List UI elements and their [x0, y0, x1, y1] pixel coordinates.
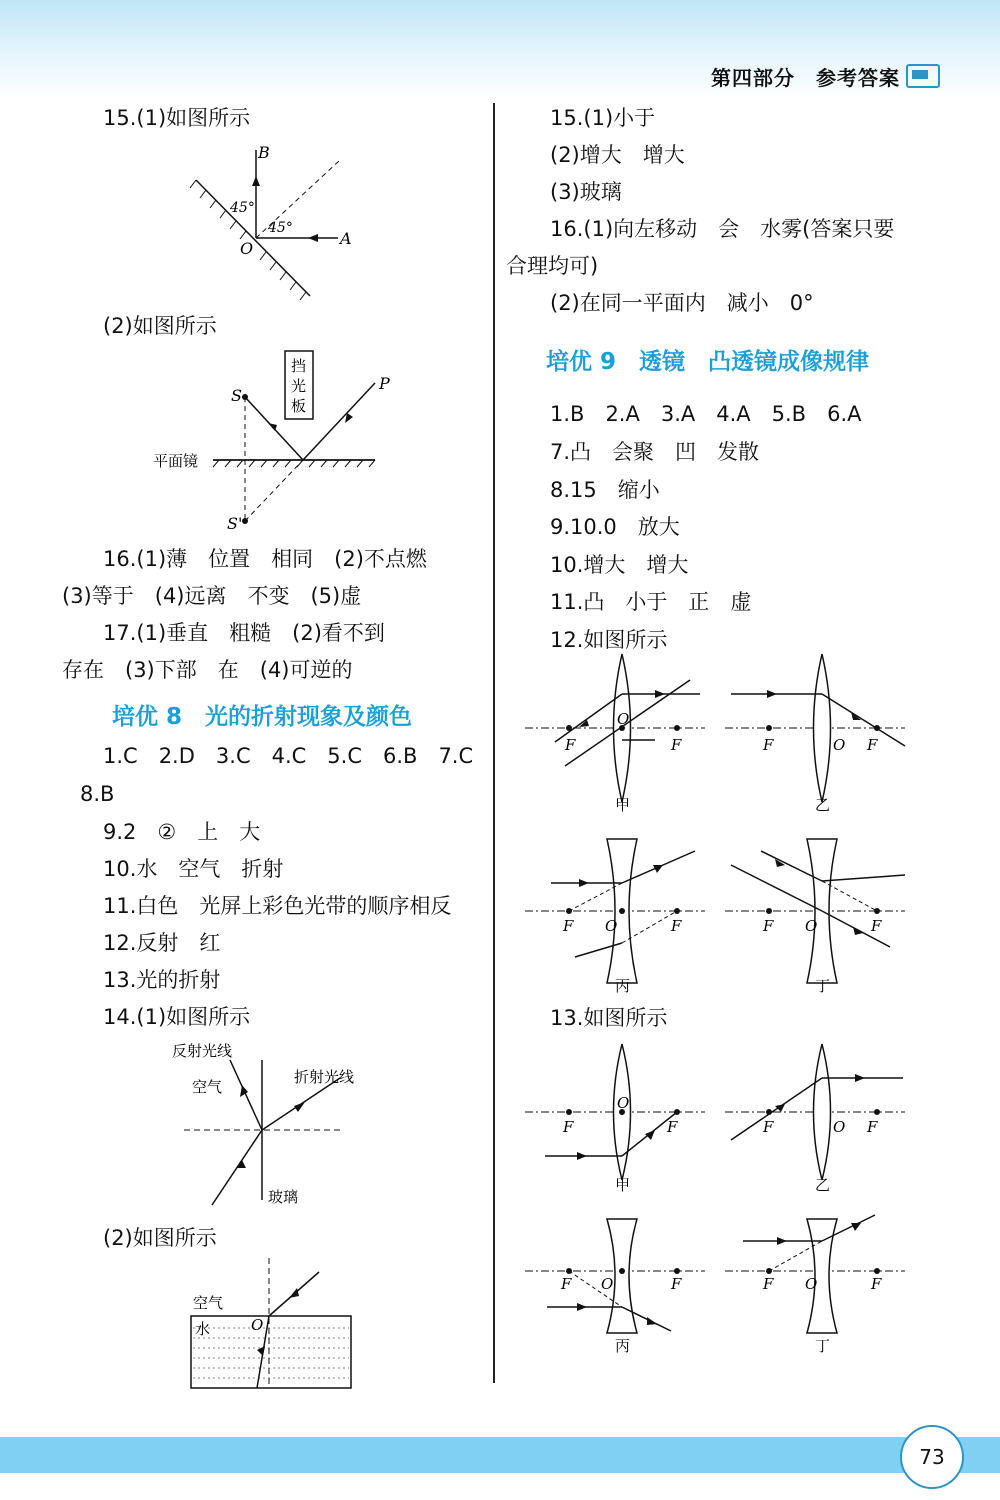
column-divider — [493, 103, 495, 1383]
label-O-13ding: O — [805, 1275, 818, 1293]
answer-13: 13.光的折射 — [103, 968, 221, 992]
label-F-jia-right: F — [671, 736, 682, 754]
label-F-13yi-left: F — [763, 1118, 774, 1136]
label-water: 水 — [195, 1320, 211, 1338]
label-O-13yi: O — [833, 1118, 846, 1136]
label-F-13bing-right: F — [671, 1275, 682, 1293]
label-O-13bing: O — [601, 1275, 614, 1293]
label-F-jia-left: F — [565, 736, 576, 754]
right-q16-1: 16.(1)向左移动 会 水雾(答案只要 — [550, 217, 895, 241]
label-B: B — [258, 143, 270, 162]
label-F-bing-right: F — [671, 917, 682, 935]
lens-figure-13-jia — [525, 1040, 715, 1200]
label-jia: 甲 — [615, 796, 631, 814]
label-P: P — [379, 374, 390, 393]
label-F-ding-right: F — [871, 917, 882, 935]
label-O: O — [240, 239, 254, 258]
left-q16-b: (3)等于 (4)远离 不变 (5)虚 — [62, 584, 362, 608]
label-F-bing-left: F — [563, 917, 574, 935]
label-F-13bing-left: F — [561, 1275, 572, 1293]
right-q15-1: 15.(1)小于 — [550, 106, 656, 130]
label-F-13ding-left: F — [763, 1275, 774, 1293]
label-reflected-ray: 反射光线 — [172, 1042, 233, 1060]
label-13-ding: 丁 — [815, 1337, 831, 1355]
figure-14-1 — [170, 1040, 390, 1215]
label-ding: 丁 — [815, 977, 831, 995]
board-char-3: 板 — [291, 397, 307, 415]
figure-14-2 — [185, 1258, 365, 1393]
board-char-2: 光 — [291, 377, 307, 395]
page-number: 73 — [900, 1425, 964, 1489]
label-13-bing: 丙 — [615, 1337, 631, 1355]
figure-15-2 — [135, 345, 395, 535]
left-q17-a: 17.(1)垂直 粗糙 (2)看不到 — [103, 621, 385, 645]
mirror-label: 平面镜 — [153, 452, 199, 470]
answer-b9: 9.10.0 放大 — [550, 515, 680, 539]
lens-figure-13-yi — [725, 1040, 915, 1200]
answers-b1-6: 1.B 2.A 3.A 4.A 5.B 6.A — [550, 402, 862, 426]
lens-figure-12-bing — [525, 835, 715, 995]
right-q16-2: (2)在同一平面内 减小 0° — [550, 291, 814, 315]
label-O-bing: O — [605, 917, 618, 935]
left-q15-2: (2)如图所示 — [103, 314, 217, 338]
answer-11: 11.白色 光屏上彩色光带的顺序相反 — [103, 894, 452, 918]
right-q16-1-cont: 合理均可) — [506, 254, 599, 278]
answer-b12: 12.如图所示 — [550, 628, 668, 652]
answer-b11: 11.凸 小于 正 虚 — [550, 590, 752, 614]
answer-9: 9.2 ② 上 大 — [103, 820, 261, 844]
angle-label-2: 45° — [268, 220, 293, 236]
left-q17-b: 存在 (3)下部 在 (4)可逆的 — [62, 658, 353, 682]
label-S-prime: S' — [227, 514, 243, 533]
lens-figure-13-bing — [525, 1215, 715, 1365]
label-O-yi: O — [833, 736, 846, 754]
label-F-13jia-right: F — [667, 1118, 678, 1136]
label-glass: 玻璃 — [268, 1188, 299, 1206]
lens-figure-12-ding — [725, 835, 915, 995]
label-F-yi-left: F — [763, 736, 774, 754]
label-S: S — [231, 386, 242, 405]
answer-b8: 8.15 缩小 — [550, 478, 660, 502]
label-O-jia: O — [617, 710, 630, 728]
answer-b13: 13.如图所示 — [550, 1006, 668, 1030]
angle-label-1: 45° — [230, 200, 255, 216]
label-yi: 乙 — [815, 796, 831, 814]
section-heading-8: 培优 8 光的折射现象及颜色 — [112, 704, 413, 730]
label-O-ding: O — [805, 917, 818, 935]
board-char-1: 挡 — [291, 357, 307, 375]
answer-8: 8.B — [80, 782, 115, 806]
left-q16-a: 16.(1)薄 位置 相同 (2)不点燃 — [103, 547, 427, 571]
footer-band — [0, 1437, 1000, 1473]
label-13-yi: 乙 — [815, 1176, 831, 1194]
right-q15-2: (2)增大 增大 — [550, 143, 685, 167]
label-A: A — [340, 229, 352, 248]
book-icon — [906, 64, 940, 88]
lens-figure-12-jia — [525, 650, 715, 815]
label-refracted-ray: 折射光线 — [294, 1068, 355, 1086]
label-F-13yi-right: F — [867, 1118, 878, 1136]
answer-b7: 7.凸 会聚 凹 发散 — [550, 440, 760, 464]
header-title: 第四部分 参考答案 — [711, 66, 900, 90]
label-F-13ding-right: F — [871, 1275, 882, 1293]
label-F-ding-left: F — [763, 917, 774, 935]
label-13-jia: 甲 — [615, 1176, 631, 1194]
label-O-2: O — [251, 1316, 264, 1334]
lens-figure-12-yi — [725, 650, 915, 815]
left-q15-1: 15.(1)如图所示 — [103, 106, 251, 130]
figure-15-1 — [190, 140, 370, 300]
answers-1-7: 1.C 2.D 3.C 4.C 5.C 6.B 7.C — [103, 744, 474, 768]
lens-figure-13-ding — [725, 1215, 915, 1365]
answer-b10: 10.增大 增大 — [550, 553, 689, 577]
answer-10: 10.水 空气 折射 — [103, 857, 284, 881]
section-heading-9: 培优 9 透镜 凸透镜成像规律 — [546, 349, 870, 375]
answer-12: 12.反射 红 — [103, 931, 221, 955]
label-air: 空气 — [192, 1078, 223, 1096]
label-bing: 丙 — [615, 977, 631, 995]
right-q15-3: (3)玻璃 — [550, 180, 622, 204]
label-F-yi-right: F — [867, 736, 878, 754]
label-O-13jia: O — [617, 1094, 630, 1112]
label-F-13jia-left: F — [563, 1118, 574, 1136]
answer-14-1: 14.(1)如图所示 — [103, 1005, 251, 1029]
label-air-2: 空气 — [193, 1294, 224, 1312]
answer-14-2: (2)如图所示 — [103, 1226, 217, 1250]
